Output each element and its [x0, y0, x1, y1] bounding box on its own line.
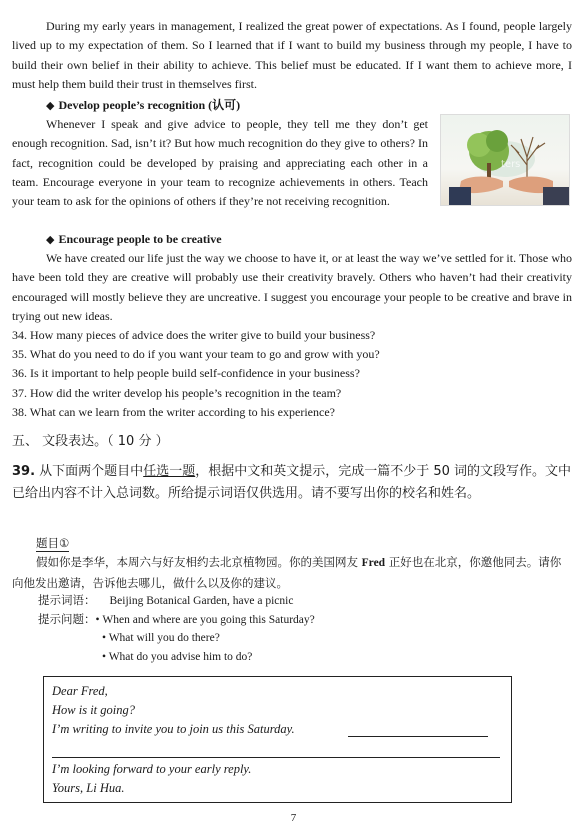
letter-salutation: Dear Fred,: [52, 684, 108, 698]
diamond-bullet-icon: ◆: [46, 100, 55, 112]
heading-recognition: ◆ Develop people’s recognition (认可): [46, 96, 240, 116]
question-34: 34. How many pieces of advice does the writer give to build your business?: [12, 328, 376, 342]
topic-1-description: 假如你是李华，本周六与好友相约去北京植物园。你的美国网友 Fred 正好也在北京，你邀他同去。请你向他发出邀请，告诉他去哪儿，做什么以及你的建议。: [12, 555, 562, 590]
writing-blank-line-1[interactable]: [348, 736, 488, 737]
trees-in-hands-illustration: [441, 115, 570, 206]
heading-creative: ◆ Encourage people to be creative: [46, 230, 222, 250]
letter-closing-line: I’m looking forward to your early reply.: [52, 762, 252, 776]
section-5-title: 五、 文段表达。（ 10 分 ）: [12, 434, 169, 449]
image-watermark-text: ters: [501, 159, 521, 170]
question-39-instructions: 39. 从下面两个题目中任选一题，根据中文和英文提示，完成一篇不少于 50 词的文段写作。文中已给出内容不计入总词数。所给提示词语仅供选用。请不要写出你的校名和姓名。: [12, 464, 572, 501]
hands-holding-trees-image: [440, 114, 570, 206]
hint-words-row: 提示词语： Beijing Botanical Garden, have a picnic: [38, 593, 294, 607]
writing-blank-line-2[interactable]: [52, 757, 500, 758]
passage-paragraph-1: During my early years in management, I realized the great power of expectations. As I found, people largely lived up to my expectation of them. So I learned that if I want to build my business through my people, I have to build their own belief in their ability to achieve. This belief must be educated. If I want them to achieve more, I must help them build their trust in themselves first.: [12, 19, 572, 91]
question-35: 35. What do you need to do if you want your team to go and grow with you?: [12, 347, 380, 361]
passage-paragraph-2: Whenever I speak and give advice to people, they tell me they don’t get enough recognition. Sad, isn’t it? But how much recognition do they give to others? In fact, recognition could be developed by praising and appreciating each other in a team. Encourage everyone in your team to recognize achievements in others. Teach your team to ask for the opinions of others if they’re not receiving recognition.: [12, 117, 428, 209]
letter-writing-box: [43, 676, 512, 803]
page-number: 7: [290, 812, 297, 824]
hint-question-row-1: 提示问题：• When and where are you going this Saturday?: [38, 612, 315, 626]
question-38: 38. What can we learn from the writer according to his experience?: [12, 405, 335, 419]
letter-greeting: How is it going?: [52, 703, 135, 717]
topic-1-label: 题目①: [36, 536, 70, 550]
question-36: 36. Is it important to help people build self-confidence in your business?: [12, 366, 360, 380]
hint-question-row-2: • What will you do there?: [102, 632, 220, 644]
letter-signature: Yours, Li Hua.: [52, 781, 125, 795]
diamond-bullet-icon: ◆: [46, 234, 55, 246]
question-37: 37. How did the writer develop his people’s recognition in the team?: [12, 386, 342, 400]
passage-paragraph-3: We have created our life just the way we choose to have it, or at least the way we’ve settled for it. Those who have been told they are creative will probably use their creativity bravely. Others who haven’t had their creativity encouraged will mostly believe they are uncreative. I suggest you encourage your people to be creative and brave in trying out new ideas.: [12, 251, 572, 323]
letter-opening-line: I’m writing to invite you to join us this Saturday.: [52, 722, 295, 736]
hint-question-row-3: • What do you advise him to do?: [102, 651, 253, 663]
